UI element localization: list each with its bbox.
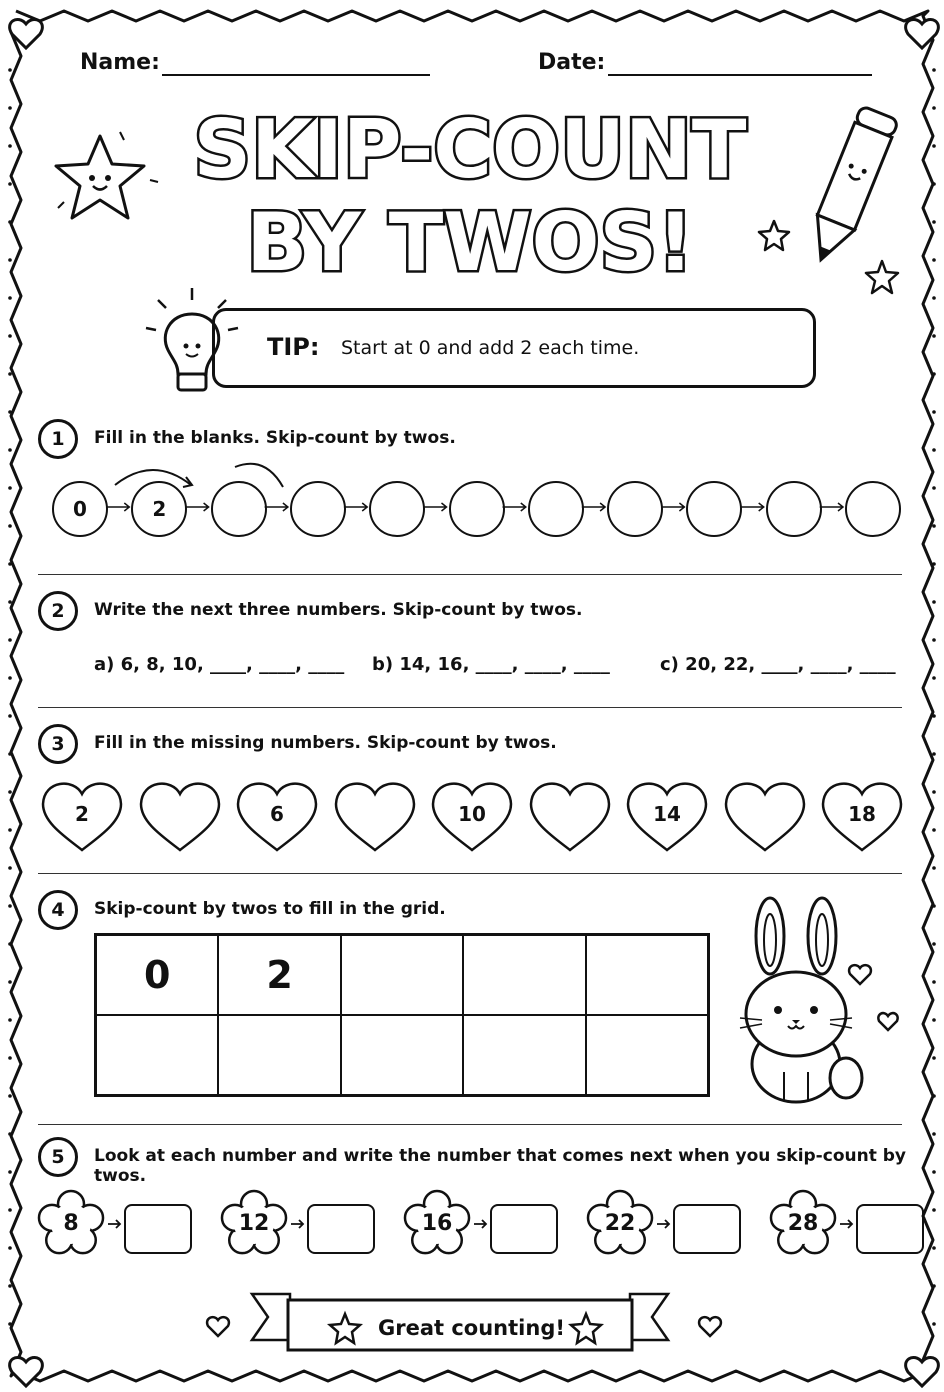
border-dot [8, 790, 12, 794]
section-divider [38, 1124, 902, 1125]
arrow-right-icon [740, 503, 763, 511]
border-dot [8, 1170, 12, 1174]
answer-box[interactable] [856, 1204, 924, 1254]
border-dot [8, 600, 12, 604]
heart-number: 10 [458, 802, 486, 826]
heart-number: 14 [653, 802, 681, 826]
border-dot [8, 410, 12, 414]
border-dot [932, 1246, 936, 1250]
worksheet-title [150, 95, 790, 295]
question-3-text: Fill in the missing numbers. Skip-count by twos. [94, 733, 557, 753]
border-dot [932, 220, 936, 224]
flower-number: 28 [787, 1211, 819, 1236]
question-2-text: Write the next three numbers. Skip-count by twos. [94, 600, 583, 620]
flower-number: 22 [604, 1211, 636, 1236]
arrow-right-icon [661, 503, 684, 511]
answer-box[interactable] [124, 1204, 192, 1254]
tip-text: Start at 0 and add 2 each time. [341, 337, 640, 359]
name-field[interactable] [162, 74, 430, 76]
smiling-pencil-icon [808, 98, 898, 273]
border-dot [932, 296, 936, 300]
border-dot [932, 1322, 936, 1326]
border-dot [932, 1056, 936, 1060]
flower-number: 8 [63, 1211, 79, 1236]
question-4-text: Skip-count by twos to fill in the grid. [94, 899, 446, 919]
grid-cell[interactable] [341, 1015, 463, 1095]
question-number-2: 2 [38, 591, 78, 631]
arrow-right-icon [820, 503, 843, 511]
border-dot [932, 866, 936, 870]
small-star-icon [862, 258, 902, 296]
smiling-star-icon [50, 128, 160, 228]
section-divider [38, 574, 902, 575]
arrow-right-icon [185, 503, 208, 511]
border-dot [932, 182, 936, 186]
border-dot [932, 1284, 936, 1288]
tip-label: TIP: [267, 333, 320, 361]
border-dot [8, 866, 12, 870]
grid-cell: 0 [96, 935, 218, 1015]
border-dot [932, 258, 936, 262]
heart-number: 18 [848, 802, 876, 826]
border-dot [932, 1132, 936, 1136]
border-dot [8, 448, 12, 452]
border-dot [932, 448, 936, 452]
border-dot [8, 106, 12, 110]
question-number-4: 4 [38, 890, 78, 930]
border-dot [8, 1284, 12, 1288]
border-dot [8, 68, 12, 72]
border-dot [8, 334, 12, 338]
border-dot [932, 1018, 936, 1022]
border-dot [8, 980, 12, 984]
border-dot [8, 1322, 12, 1326]
number-circle: 2 [131, 481, 187, 537]
heart-number: 6 [270, 802, 284, 826]
heart-shape[interactable] [723, 776, 807, 852]
heart-shape[interactable] [138, 776, 222, 852]
border-dot [8, 1246, 12, 1250]
grid-cell[interactable] [341, 935, 463, 1015]
heart-shape[interactable] [333, 776, 417, 852]
grid-cell: 2 [218, 935, 340, 1015]
heart-shape[interactable] [528, 776, 612, 852]
grid-cell[interactable] [586, 935, 708, 1015]
arrow-right-icon [582, 503, 605, 511]
border-dot [932, 106, 936, 110]
border-dot [932, 752, 936, 756]
question-number-3: 3 [38, 724, 78, 764]
border-dot [8, 942, 12, 946]
question-1-text: Fill in the blanks. Skip-count by twos. [94, 428, 456, 448]
section-divider [38, 873, 902, 874]
border-dot [932, 790, 936, 794]
answer-box[interactable] [307, 1204, 375, 1254]
border-dot [8, 1208, 12, 1212]
question-number-5: 5 [38, 1137, 78, 1177]
border-dot [8, 1132, 12, 1136]
grid-cell[interactable] [96, 1015, 218, 1095]
border-dot [8, 1018, 12, 1022]
flower-number: 16 [421, 1211, 453, 1236]
border-dot [8, 1056, 12, 1060]
arrow-right-icon [503, 503, 526, 511]
border-dot [8, 752, 12, 756]
skip-count-grid [94, 933, 710, 1097]
tip-box [212, 308, 816, 388]
border-dot [8, 1094, 12, 1098]
border-dot [932, 1208, 936, 1212]
border-dot [932, 334, 936, 338]
number-circle: 0 [52, 481, 108, 537]
section-divider [38, 707, 902, 708]
flower-number: 12 [238, 1211, 270, 1236]
border-dot [8, 828, 12, 832]
arrow-right-icon [423, 503, 446, 511]
grid-cell[interactable] [218, 1015, 340, 1095]
number-line-arrows [0, 455, 944, 535]
border-dot [932, 372, 936, 376]
grid-cell[interactable] [463, 1015, 585, 1095]
border-dot [932, 562, 936, 566]
border-dot [932, 68, 936, 72]
border-dot [8, 638, 12, 642]
question-5-text: Look at each number and write the number that comes next when you skip-count by twos. [94, 1146, 906, 1186]
sequence-c[interactable]: c) 20, 22, ____, ____, ____ [660, 654, 896, 675]
answer-box[interactable] [490, 1204, 558, 1254]
question-number-1: 1 [38, 419, 78, 459]
border-dot [932, 676, 936, 680]
border-dot [932, 942, 936, 946]
arrow-right-icon [265, 503, 288, 511]
border-dot [8, 904, 12, 908]
border-dot [8, 562, 12, 566]
border-dot [932, 828, 936, 832]
border-dot [8, 182, 12, 186]
border-dot [932, 904, 936, 908]
border-dot [932, 410, 936, 414]
border-dot [8, 714, 12, 718]
title-line-2: BY TWOS! [246, 196, 694, 289]
sequence-a[interactable]: a) 6, 8, 10, ____, ____, ____ [94, 654, 345, 675]
border-dot [932, 144, 936, 148]
border-dot [932, 980, 936, 984]
small-star-icon [756, 218, 792, 254]
title-line-1: SKIP-COUNT [193, 103, 747, 196]
border-dot [8, 220, 12, 224]
date-field[interactable] [608, 74, 872, 76]
border-dot [8, 144, 12, 148]
border-dot [8, 372, 12, 376]
grid-cell[interactable] [586, 1015, 708, 1095]
name-label: Name: [80, 50, 160, 75]
arrow-right-icon [106, 503, 129, 511]
border-dot [932, 638, 936, 642]
sequence-b[interactable]: b) 14, 16, ____, ____, ____ [372, 654, 610, 675]
grid-cell[interactable] [463, 935, 585, 1015]
border-dot [8, 676, 12, 680]
border-dot [8, 258, 12, 262]
banner-text: Great counting! [378, 1316, 565, 1340]
border-dot [932, 714, 936, 718]
bunny-icon [722, 896, 912, 1106]
answer-box[interactable] [673, 1204, 741, 1254]
arrow-right-icon [344, 503, 367, 511]
date-label: Date: [538, 50, 606, 75]
border-dot [932, 1094, 936, 1098]
border-dot [932, 600, 936, 604]
heart-number: 2 [75, 802, 89, 826]
border-dot [8, 296, 12, 300]
